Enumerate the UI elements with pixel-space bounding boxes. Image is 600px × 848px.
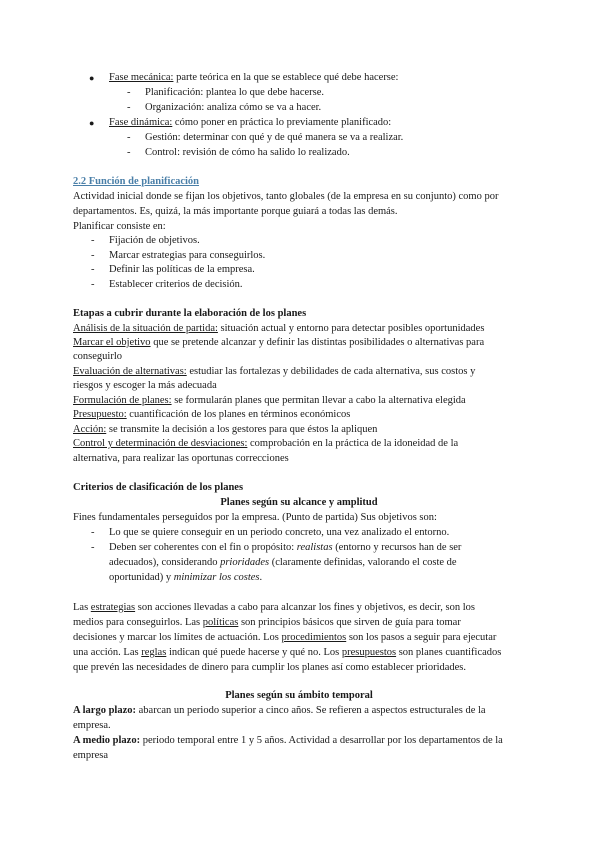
fase-dinamica-label: Fase dinámica:: [109, 117, 173, 128]
estrategias-line: Las estrategias son acciones llevadas a cabo para alcanzar los fines y objetivos, es decir, son los: [73, 602, 475, 613]
etapa-line-cont: conseguirlo: [73, 351, 122, 362]
fines-text: Fines fundamentales perseguidos por la empresa. (Punto de partida) Sus objetivos son:: [73, 512, 437, 523]
etapa-line: Presupuesto: cuantificación de los planes en términos económicos: [73, 409, 351, 420]
fase-mecanica-text: parte teórica en la que se establece qué debe hacerse:: [173, 72, 399, 83]
funcion-intro-line: departamentos. Es, quizá, la más importante porque guiará a todas las demás.: [73, 206, 398, 217]
etapa-line: Marcar el objetivo que se pretende alcanzar y definir las distintas posibilidades o alternativas para: [73, 337, 485, 348]
document-page: ● Fase mecánica: parte teórica en la que se establece qué debe hacerse: - Planificación: plantea lo que debe hacerse. - Organización: analiza cómo se va a hacer. ● Fase dinámica: cómo poner en práctica lo previamente planificado: - Gestión: determinar con qué y de qué manera se va a realizar. - Control: revisión de cómo ha salido lo realizado. 2.2 Función de planificación Actividad inicial donde se fijan los objetivos, tanto globales (de la empresa en su conjunto) como por departamentos. Es, quizá, la más importante porque guiará a todas las demás. Planificar consiste en: - Fijación de objetivos. - Marcar estrategias para conseguirlos. - Definir las políticas de la empresa. - Establecer criterios de decisión. Etapas a cubrir durante la elaboración de los planes Análisis de la situación de partida: situación actual y entorno para detectar posibles oportunidades Marcar el objetivo que se pretende alcanzar y definir las distintas posibilidades o alternativas para conseguirlo Evaluación de alternativas: estudiar las fortalezas y debilidades de cada alternativa, sus costos y riesgos y escoger la más adecuada Formulación de planes: se formularán planes que permitan llevar a cabo la alternativa elegida Presupuesto: cuantificación de los planes en términos económicos Acción: se transmite la decisión a los gestores para que éstos la apliquen Control y determinación de desviaciones: comprobación en la práctica de la idoneidad de la alternativa, para realizar las oportunas correcciones Criterios de clasificación de los planes Planes según su alcance y amplitud Fines fundamentales perseguidos por la empresa. (Punto de partida) Sus objetivos son: - Lo que se quiere conseguir en un periodo concreto, una vez analizado el entorno. - Deben ser coherentes con el fin o propósito: realistas (entorno y recursos han de ser adecuados), considerando prioridades (claramente definidas, valorando el coste de oportunidad) y minimizar los costes. Las estrategias son acciones llevadas a cabo para alcanzar los fines y objetivos, es decir, son los medios para conseguirlos. Las políticas son principios básicos que sirven de guía para tomar decisiones y marcar los límites de actuación. Los procedimientos son los pasos a seguir para ejecutar una acción. Las reglas indican qué puede hacerse y qué no. Los presupuestos son planes cuantificados que prevén las necesidades de dinero para cumplir los planes así como establecer prioridades. Planes según su ámbito temporal A largo plazo: abarcan un periodo superior a cinco años. Se refieren a aspectos estructurales de la empresa. A medio plazo: periodo temporal entre 1 y 5 años. Actividad a desarrollar por los departamentos de la empresa: [0, 0, 600, 848]
etapa-line: Formulación de planes: se formularán planes que permitan llevar a cabo la alternativa elegida: [73, 395, 466, 406]
temporal-heading: Planes según su ámbito temporal: [225, 690, 373, 701]
bullet-dot: ●: [89, 118, 95, 128]
largo-plazo-line: A largo plazo: abarcan un periodo superior a cinco años. Se refieren a aspectos estructurales de la: [73, 705, 486, 716]
funcion-intro-line: Actividad inicial donde se fijan los objetivos, tanto globales (de la empresa en su conjunto) como por: [73, 191, 499, 202]
etapa-line-cont: alternativa, para realizar las oportunas correcciones: [73, 453, 289, 464]
estrategias-line: una acción. Las reglas indican qué puede hacerse y qué no. Los presupuestos son planes cuantificados: [73, 647, 502, 658]
etapa-line-cont: riesgos y escoger la más adecuada: [73, 380, 217, 391]
estrategias-line: medios para conseguirlos. Las políticas son principios básicos que sirven de guía para tomar: [73, 617, 461, 628]
section-heading-funcion: 2.2 Función de planificación: [73, 176, 200, 187]
bullet-dot: ●: [89, 73, 95, 83]
etapa-line: Control y determinación de desviaciones: comprobación en la práctica de la idoneidad de la: [73, 438, 459, 449]
etapa-line: Acción: se transmite la decisión a los gestores para que éstos la apliquen: [73, 424, 378, 435]
largo-plazo-cont: empresa.: [73, 720, 111, 731]
medio-plazo-line: A medio plazo: periodo temporal entre 1 y 5 años. Actividad a desarrollar por los departamentos de la: [73, 735, 503, 746]
funcion-consiste: Planificar consiste en:: [73, 221, 166, 232]
criterios-heading: Criterios de clasificación de los planes: [73, 482, 244, 493]
estrategias-line: que prevén las necesidades de dinero para cumplir los planes así como establecer prioridades.: [73, 662, 467, 673]
etapa-line: Análisis de la situación de partida: situación actual y entorno para detectar posibles oportunidades: [73, 323, 485, 334]
medio-plazo-cont: empresa: [73, 750, 108, 761]
etapas-heading: Etapas a cubrir durante la elaboración de los planes: [73, 308, 307, 319]
fase-dinamica-text: cómo poner en práctica lo previamente planificado:: [172, 117, 392, 128]
estrategias-line: decisiones y marcar los límites de actuación. Los procedimientos son los pasos a seguir para ejecutar: [73, 632, 497, 643]
fase-mecanica-label: Fase mecánica:: [109, 72, 174, 83]
etapa-line: Evaluación de alternativas: estudiar las fortalezas y debilidades de cada alternativa, sus costos y: [73, 366, 476, 377]
alcance-heading: Planes según su alcance y amplitud: [220, 497, 378, 508]
